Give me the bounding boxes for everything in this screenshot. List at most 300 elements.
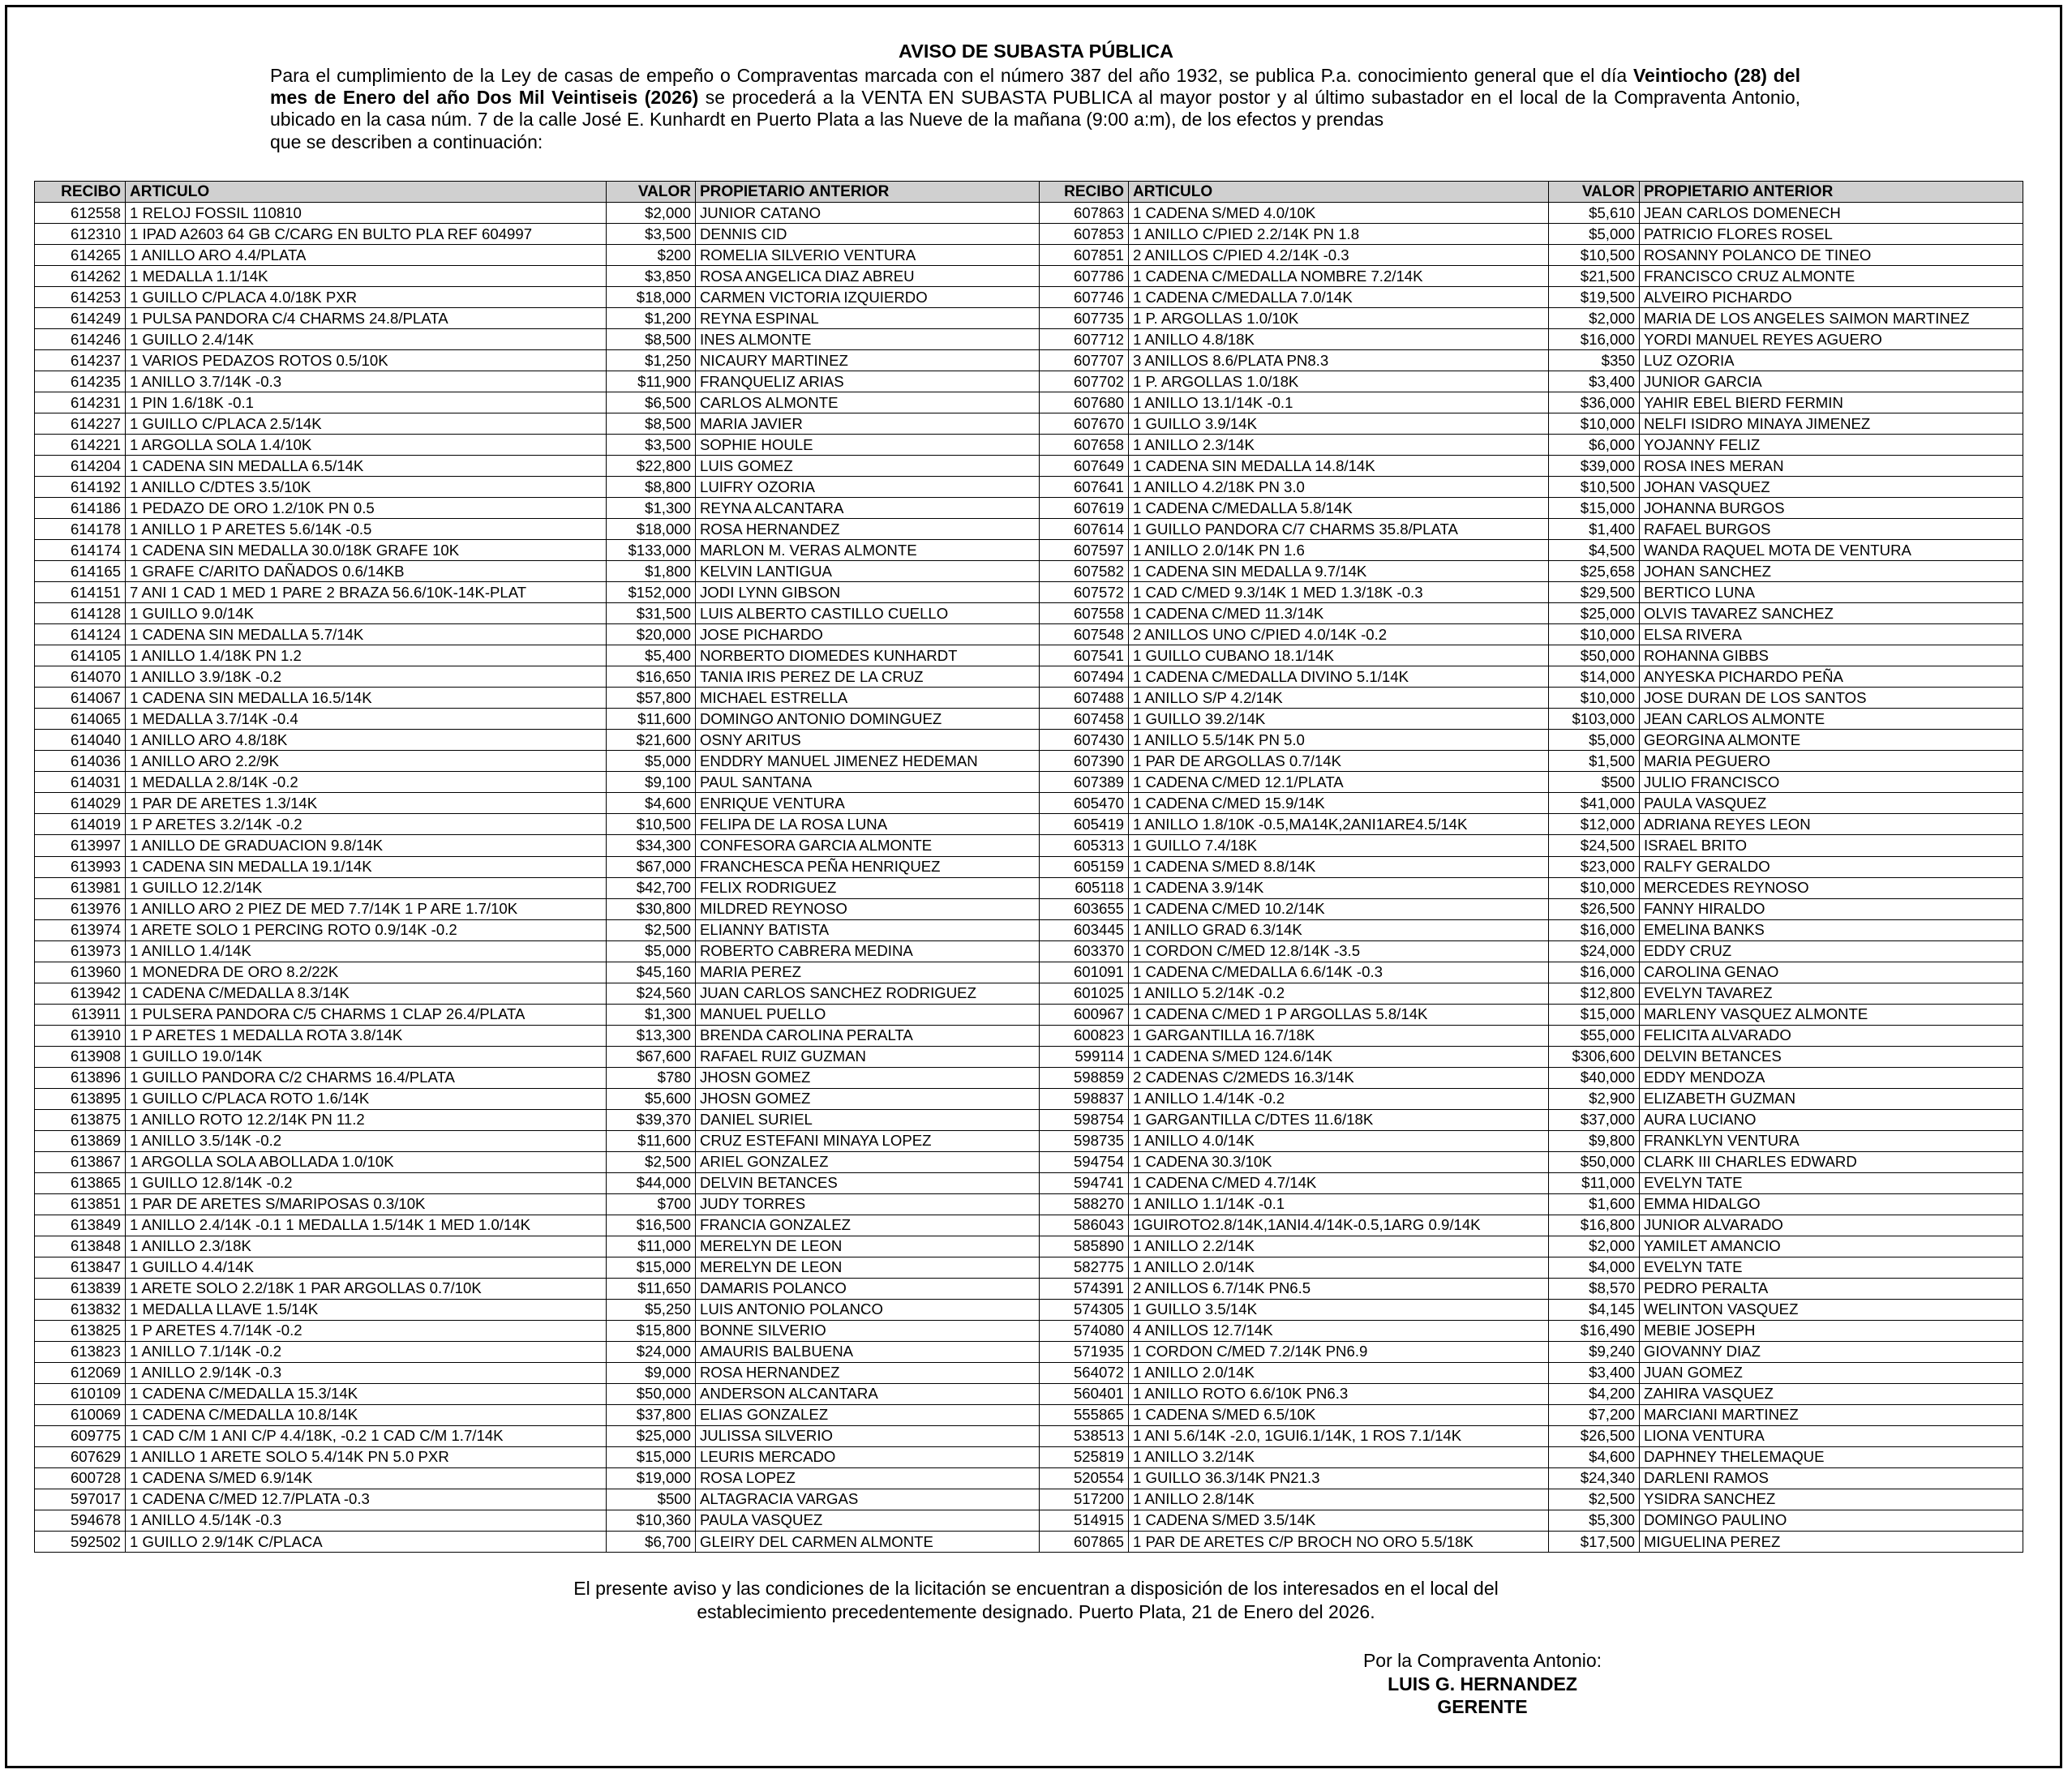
recibo-cell: 613865 [35, 1172, 126, 1193]
recibo-cell: 517200 [1040, 1489, 1129, 1510]
propietario-cell: EVELYN TATE [1640, 1257, 2023, 1278]
propietario-cell: CARLOS ALMONTE [696, 392, 1040, 413]
table-row [35, 582, 2023, 603]
header-propietario: PROPIETARIO ANTERIOR [696, 182, 1040, 203]
header-valor: VALOR [1549, 182, 1640, 203]
valor-cell: $24,000 [607, 1341, 696, 1362]
valor-cell: $350 [1549, 350, 1640, 371]
articulo-cell: 1 CORDON C/MED 12.8/14K -3.5 [1129, 940, 1549, 962]
valor-cell: $6,700 [607, 1532, 696, 1553]
articulo-cell: 1 ANILLO 7.1/14K -0.2 [126, 1341, 607, 1362]
articulo-cell: 1 ANILLO 4.0/14K [1129, 1130, 1549, 1151]
articulo-cell: 1 GUILLO 12.8/14K -0.2 [126, 1172, 607, 1193]
valor-cell: $20,000 [607, 624, 696, 645]
propietario-cell: PATRICIO FLORES ROSEL [1640, 224, 2023, 245]
valor-cell: $3,400 [1549, 1362, 1640, 1383]
valor-cell: $55,000 [1549, 1025, 1640, 1046]
intro-text-2: se procederá a la VENTA EN SUBASTA PUBLICA al mayor postor y al último subastador en el local de la Compraventa Antonio, ubicado en la casa núm. 7 de la calle José E. Kunhardt en Puerto Plata a las Nueve de la mañana (9:00 a:m), de los efectos y prendas [270, 87, 1801, 131]
articulo-cell: 1 CADENA SIN MEDALLA 30.0/18K GRAFE 10K [126, 540, 607, 561]
recibo-cell: 594741 [1040, 1172, 1129, 1193]
propietario-cell: MICHAEL ESTRELLA [696, 688, 1040, 709]
articulo-cell: 1 CADENA C/MED 1 P ARGOLLAS 5.8/14K [1129, 1004, 1549, 1025]
recibo-cell: 607649 [1040, 456, 1129, 477]
propietario-cell: DAMARIS POLANCO [696, 1278, 1040, 1299]
articulo-cell: 1 MEDALLA LLAVE 1.5/14K [126, 1299, 607, 1320]
articulo-cell: 1 ANILLO 13.1/14K -0.1 [1129, 392, 1549, 413]
valor-cell: $10,000 [1549, 688, 1640, 709]
propietario-cell: JUNIOR ALVARADO [1640, 1215, 2023, 1236]
propietario-cell: ENDDRY MANUEL JIMENEZ HEDEMAN [696, 751, 1040, 772]
table-row [35, 1025, 2023, 1046]
propietario-cell: ENRIQUE VENTURA [696, 793, 1040, 814]
valor-cell: $11,000 [607, 1236, 696, 1257]
table-row [35, 940, 2023, 962]
table-row [35, 224, 2023, 245]
recibo-cell: 614174 [35, 540, 126, 561]
valor-cell: $2,500 [1549, 1489, 1640, 1510]
page-title: AVISO DE SUBASTA PÚBLICA [898, 41, 1174, 62]
articulo-cell: 1 GUILLO C/PLACA ROTO 1.6/14K [126, 1088, 607, 1109]
propietario-cell: MIGUELINA PEREZ [1640, 1532, 2023, 1553]
recibo-cell: 560401 [1040, 1383, 1129, 1404]
valor-cell: $37,000 [1549, 1109, 1640, 1130]
articulo-cell: 1 P. ARGOLLAS 1.0/10K [1129, 308, 1549, 329]
valor-cell: $2,000 [1549, 1236, 1640, 1257]
valor-cell: $5,300 [1549, 1510, 1640, 1531]
recibo-cell: 614249 [35, 308, 126, 329]
recibo-cell: 605118 [1040, 877, 1129, 898]
table-row [35, 1172, 2023, 1193]
table-row [35, 1341, 2023, 1362]
recibo-cell: 607863 [1040, 203, 1129, 224]
table-row [35, 498, 2023, 519]
articulo-cell: 1 ANILLO 3.2/14K [1129, 1446, 1549, 1467]
articulo-cell: 1 ANILLO ROTO 6.6/10K PN6.3 [1129, 1383, 1549, 1404]
recibo-cell: 614105 [35, 645, 126, 666]
articulo-cell: 1 CADENA C/MEDALLA 5.8/14K [1129, 498, 1549, 519]
valor-cell: $4,600 [607, 793, 696, 814]
propietario-cell: REYNA ALCANTARA [696, 498, 1040, 519]
table-row [35, 645, 2023, 666]
propietario-cell: TANIA IRIS PEREZ DE LA CRUZ [696, 666, 1040, 688]
recibo-cell: 614178 [35, 519, 126, 540]
recibo-cell: 594754 [1040, 1151, 1129, 1172]
articulo-cell: 1 ANILLO 3.9/18K -0.2 [126, 666, 607, 688]
recibo-cell: 607389 [1040, 772, 1129, 793]
articulo-cell: 1 VARIOS PEDAZOS ROTOS 0.5/10K [126, 350, 607, 371]
propietario-cell: ROSA INES MERAN [1640, 456, 2023, 477]
articulo-cell: 1 ANILLO ARO 4.8/18K [126, 730, 607, 751]
table-row [35, 983, 2023, 1004]
articulo-cell: 1 ARGOLLA SOLA ABOLLADA 1.0/10K [126, 1151, 607, 1172]
propietario-cell: JODI LYNN GIBSON [696, 582, 1040, 603]
propietario-cell: FRANCIA GONZALEZ [696, 1215, 1040, 1236]
table-row [35, 1130, 2023, 1151]
valor-cell: $50,000 [607, 1383, 696, 1404]
valor-cell: $18,000 [607, 519, 696, 540]
valor-cell: $16,500 [607, 1215, 696, 1236]
valor-cell: $1,600 [1549, 1193, 1640, 1215]
valor-cell: $5,000 [1549, 730, 1640, 751]
articulo-cell: 1 CADENA C/MEDALLA NOMBRE 7.2/14K [1129, 266, 1549, 287]
valor-cell: $11,000 [1549, 1172, 1640, 1193]
articulo-cell: 1 IPAD A2603 64 GB C/CARG EN BULTO PLA REF 604997 [126, 224, 607, 245]
signature-name: LUIS G. HERNANDEZ [1388, 1673, 1577, 1694]
propietario-cell: CONFESORA GARCIA ALMONTE [696, 835, 1040, 856]
articulo-cell: 1 CADENA SIN MEDALLA 16.5/14K [126, 688, 607, 709]
valor-cell: $500 [1549, 772, 1640, 793]
articulo-cell: 1 MEDALLA 3.7/14K -0.4 [126, 709, 607, 730]
propietario-cell: PAUL SANTANA [696, 772, 1040, 793]
valor-cell: $21,600 [607, 730, 696, 751]
valor-cell: $8,570 [1549, 1278, 1640, 1299]
articulo-cell: 1 P ARETES 3.2/14K -0.2 [126, 814, 607, 835]
articulo-cell: 1 PAR DE ARETES 1.3/14K [126, 793, 607, 814]
propietario-cell: LIONA VENTURA [1640, 1425, 2023, 1446]
articulo-cell: 1 PAR DE ARETES C/P BROCH NO ORO 5.5/18K [1129, 1532, 1549, 1553]
propietario-cell: EVELYN TATE [1640, 1172, 2023, 1193]
table-row [35, 245, 2023, 266]
table-row [35, 1236, 2023, 1257]
recibo-cell: 600823 [1040, 1025, 1129, 1046]
valor-cell: $5,600 [607, 1088, 696, 1109]
propietario-cell: LEURIS MERCADO [696, 1446, 1040, 1467]
propietario-cell: AURA LUCIANO [1640, 1109, 2023, 1130]
propietario-cell: BONNE SILVERIO [696, 1320, 1040, 1341]
articulo-cell: 1 CADENA S/MED 4.0/10K [1129, 203, 1549, 224]
articulo-cell: 1 ANILLO DE GRADUACION 9.8/14K [126, 835, 607, 856]
recibo-cell: 614065 [35, 709, 126, 730]
articulo-cell: 1 GUILLO 4.4/14K [126, 1257, 607, 1278]
valor-cell: $3,850 [607, 266, 696, 287]
propietario-cell: LUIS ALBERTO CASTILLO CUELLO [696, 603, 1040, 624]
valor-cell: $40,000 [1549, 1067, 1640, 1088]
articulo-cell: 1 GUILLO C/PLACA 2.5/14K [126, 413, 607, 435]
valor-cell: $9,000 [607, 1362, 696, 1383]
articulo-cell: 1 ANILLO 4.5/14K -0.3 [126, 1510, 607, 1531]
propietario-cell: ANYESKA PICHARDO PEÑA [1640, 666, 2023, 688]
articulo-cell: 1 MEDALLA 1.1/14K [126, 266, 607, 287]
propietario-cell: ARIEL GONZALEZ [696, 1151, 1040, 1172]
propietario-cell: NICAURY MARTINEZ [696, 350, 1040, 371]
recibo-cell: 600728 [35, 1467, 126, 1489]
recibo-cell: 607582 [1040, 561, 1129, 582]
signature-role: GERENTE [1437, 1696, 1528, 1717]
propietario-cell: RALFY GERALDO [1640, 856, 2023, 877]
propietario-cell: GIOVANNY DIAZ [1640, 1341, 2023, 1362]
intro-paragraph [270, 65, 1800, 153]
recibo-cell: 607680 [1040, 392, 1129, 413]
recibo-cell: 613910 [35, 1025, 126, 1046]
recibo-cell: 614253 [35, 287, 126, 308]
articulo-cell: 1 PULSERA PANDORA C/5 CHARMS 1 CLAP 26.4/PLATA [126, 1004, 607, 1025]
valor-cell: $10,500 [1549, 477, 1640, 498]
table-row [35, 730, 2023, 751]
recibo-cell: 613867 [35, 1151, 126, 1172]
recibo-cell: 592502 [35, 1532, 126, 1553]
valor-cell: $19,000 [607, 1467, 696, 1489]
recibo-cell: 538513 [1040, 1425, 1129, 1446]
propietario-cell: MARIA JAVIER [696, 413, 1040, 435]
articulo-cell: 1 GARGANTILLA C/DTES 11.6/18K [1129, 1109, 1549, 1130]
recibo-cell: 613993 [35, 856, 126, 877]
table-row [35, 1299, 2023, 1320]
recibo-cell: 607494 [1040, 666, 1129, 688]
recibo-cell: 607572 [1040, 582, 1129, 603]
propietario-cell: PAULA VASQUEZ [696, 1510, 1040, 1531]
propietario-cell: ROSA ANGELICA DIAZ ABREU [696, 266, 1040, 287]
recibo-cell: 614151 [35, 582, 126, 603]
propietario-cell: YOJANNY FELIZ [1640, 435, 2023, 456]
recibo-cell: 598735 [1040, 1130, 1129, 1151]
propietario-cell: EMMA HIDALGO [1640, 1193, 2023, 1215]
valor-cell: $29,500 [1549, 582, 1640, 603]
propietario-cell: YAHIR EBEL BIERD FERMIN [1640, 392, 2023, 413]
recibo-cell: 607488 [1040, 688, 1129, 709]
articulo-cell: 1 PULSA PANDORA C/4 CHARMS 24.8/PLATA [126, 308, 607, 329]
recibo-cell: 613847 [35, 1257, 126, 1278]
table-row [35, 793, 2023, 814]
recibo-cell: 614221 [35, 435, 126, 456]
propietario-cell: ADRIANA REYES LEON [1640, 814, 2023, 835]
valor-cell: $67,000 [607, 856, 696, 877]
articulo-cell: 1 GUILLO PANDORA C/7 CHARMS 35.8/PLATA [1129, 519, 1549, 540]
propietario-cell: ROSANNY POLANCO DE TINEO [1640, 245, 2023, 266]
recibo-cell: 613848 [35, 1236, 126, 1257]
table-row [35, 519, 2023, 540]
valor-cell: $2,500 [607, 1151, 696, 1172]
table-row [35, 1532, 2023, 1553]
recibo-cell: 610069 [35, 1404, 126, 1425]
header-articulo: ARTICULO [1129, 182, 1549, 203]
table-row [35, 856, 2023, 877]
articulo-cell: 1 ANILLO 1.4/14K [126, 940, 607, 962]
recibo-cell: 612069 [35, 1362, 126, 1383]
valor-cell: $6,000 [1549, 435, 1640, 456]
recibo-cell: 525819 [1040, 1446, 1129, 1467]
valor-cell: $7,200 [1549, 1404, 1640, 1425]
recibo-cell: 574080 [1040, 1320, 1129, 1341]
articulo-cell: 1 CAD C/MED 9.3/14K 1 MED 1.3/18K -0.3 [1129, 582, 1549, 603]
propietario-cell: MARIA PEGUERO [1640, 751, 2023, 772]
valor-cell: $15,800 [607, 1320, 696, 1341]
recibo-cell: 613960 [35, 962, 126, 983]
valor-cell: $9,240 [1549, 1341, 1640, 1362]
propietario-cell: FELIPA DE LA ROSA LUNA [696, 814, 1040, 835]
propietario-cell: KELVIN LANTIGUA [696, 561, 1040, 582]
recibo-cell: 607658 [1040, 435, 1129, 456]
valor-cell: $1,200 [607, 308, 696, 329]
propietario-cell: YORDI MANUEL REYES AGUERO [1640, 329, 2023, 350]
valor-cell: $10,000 [1549, 624, 1640, 645]
table-row [35, 962, 2023, 983]
propietario-cell: LUIFRY OZORIA [696, 477, 1040, 498]
recibo-cell: 555865 [1040, 1404, 1129, 1425]
propietario-cell: MILDRED REYNOSO [696, 898, 1040, 919]
valor-cell: $30,800 [607, 898, 696, 919]
articulo-cell: 1 CAD C/M 1 ANI C/P 4.4/18K, -0.2 1 CAD C/M 1.7/14K [126, 1425, 607, 1446]
propietario-cell: EMELINA BANKS [1640, 919, 2023, 940]
valor-cell: $11,900 [607, 371, 696, 392]
articulo-cell: 1 RELOJ FOSSIL 110810 [126, 203, 607, 224]
valor-cell: $39,370 [607, 1109, 696, 1130]
valor-cell: $16,490 [1549, 1320, 1640, 1341]
valor-cell: $3,500 [607, 224, 696, 245]
table-row [35, 392, 2023, 413]
recibo-cell: 585890 [1040, 1236, 1129, 1257]
articulo-cell: 1 P ARETES 1 MEDALLA ROTA 3.8/14K [126, 1025, 607, 1046]
articulo-cell: 1 PAR DE ARETES S/MARIPOSAS 0.3/10K [126, 1193, 607, 1215]
propietario-cell: JEAN CARLOS ALMONTE [1640, 709, 2023, 730]
valor-cell: $31,500 [607, 603, 696, 624]
recibo-cell: 614029 [35, 793, 126, 814]
table-row [35, 561, 2023, 582]
valor-cell: $11,600 [607, 709, 696, 730]
articulo-cell: 1 CADENA S/MED 6.5/10K [1129, 1404, 1549, 1425]
articulo-cell: 1 CADENA SIN MEDALLA 19.1/14K [126, 856, 607, 877]
articulo-cell: 1 CADENA C/MED 10.2/14K [1129, 898, 1549, 919]
recibo-cell: 607548 [1040, 624, 1129, 645]
valor-cell: $10,500 [1549, 245, 1640, 266]
propietario-cell: DOMINGO ANTONIO DOMINGUEZ [696, 709, 1040, 730]
recibo-cell: 605470 [1040, 793, 1129, 814]
recibo-cell: 614262 [35, 266, 126, 287]
recibo-cell: 607853 [1040, 224, 1129, 245]
table-row [35, 666, 2023, 688]
propietario-cell: ANDERSON ALCANTARA [696, 1383, 1040, 1404]
propietario-cell: MARIA PEREZ [696, 962, 1040, 983]
table-row [35, 1109, 2023, 1130]
propietario-cell: BRENDA CAROLINA PERALTA [696, 1025, 1040, 1046]
articulo-cell: 1 ARGOLLA SOLA 1.4/10K [126, 435, 607, 456]
propietario-cell: ELIAS GONZALEZ [696, 1404, 1040, 1425]
propietario-cell: JOHANNA BURGOS [1640, 498, 2023, 519]
recibo-cell: 614237 [35, 350, 126, 371]
propietario-cell: MARLON M. VERAS ALMONTE [696, 540, 1040, 561]
articulo-cell: 1 ANILLO C/DTES 3.5/10K [126, 477, 607, 498]
articulo-cell: 1 ANI 5.6/14K -2.0, 1GUI6.1/14K, 1 ROS 7.1/14K [1129, 1425, 1549, 1446]
propietario-cell: EDDY CRUZ [1640, 940, 2023, 962]
propietario-cell: FRANQUELIZ ARIAS [696, 371, 1040, 392]
articulo-cell: 1 ANILLO 5.5/14K PN 5.0 [1129, 730, 1549, 751]
valor-cell: $13,300 [607, 1025, 696, 1046]
valor-cell: $4,200 [1549, 1383, 1640, 1404]
table-row [35, 1046, 2023, 1067]
articulo-cell: 1 ANILLO ARO 2 PIEZ DE MED 7.7/14K 1 P ARE 1.7/10K [126, 898, 607, 919]
propietario-cell: BERTICO LUNA [1640, 582, 2023, 603]
recibo-cell: 613875 [35, 1109, 126, 1130]
recibo-cell: 607707 [1040, 350, 1129, 371]
auction-items-table [34, 181, 2023, 1553]
valor-cell: $11,600 [607, 1130, 696, 1151]
valor-cell: $10,000 [1549, 877, 1640, 898]
articulo-cell: 1 CADENA SIN MEDALLA 6.5/14K [126, 456, 607, 477]
valor-cell: $1,400 [1549, 519, 1640, 540]
propietario-cell: MARIA DE LOS ANGELES SAIMON MARTINEZ [1640, 308, 2023, 329]
valor-cell: $16,800 [1549, 1215, 1640, 1236]
valor-cell: $5,000 [607, 940, 696, 962]
propietario-cell: ELIZABETH GUZMAN [1640, 1088, 2023, 1109]
valor-cell: $24,560 [607, 983, 696, 1004]
articulo-cell: 1 ANILLO 1.4/14K -0.2 [1129, 1088, 1549, 1109]
propietario-cell: NELFI ISIDRO MINAYA JIMENEZ [1640, 413, 2023, 435]
valor-cell: $780 [607, 1067, 696, 1088]
propietario-cell: JUNIOR GARCIA [1640, 371, 2023, 392]
valor-cell: $36,000 [1549, 392, 1640, 413]
valor-cell: $9,800 [1549, 1130, 1640, 1151]
recibo-cell: 607735 [1040, 308, 1129, 329]
propietario-cell: AMAURIS BALBUENA [696, 1341, 1040, 1362]
articulo-cell: 2 ANILLOS UNO C/PIED 4.0/14K -0.2 [1129, 624, 1549, 645]
header-articulo: ARTICULO [126, 182, 607, 203]
valor-cell: $103,000 [1549, 709, 1640, 730]
propietario-cell: RAFAEL BURGOS [1640, 519, 2023, 540]
articulo-cell: 1 MONEDRA DE ORO 8.2/22K [126, 962, 607, 983]
propietario-cell: FRANKLYN VENTURA [1640, 1130, 2023, 1151]
propietario-cell: DAPHNEY THELEMAQUE [1640, 1446, 2023, 1467]
table-row [35, 1383, 2023, 1404]
propietario-cell: DELVIN BETANCES [1640, 1046, 2023, 1067]
recibo-cell: 613896 [35, 1067, 126, 1088]
propietario-cell: DANIEL SURIEL [696, 1109, 1040, 1130]
valor-cell: $24,000 [1549, 940, 1640, 962]
table-row [35, 1151, 2023, 1172]
table-row [35, 350, 2023, 371]
articulo-cell: 1 ARETE SOLO 1 PERCING ROTO 0.9/14K -0.2 [126, 919, 607, 940]
valor-cell: $50,000 [1549, 1151, 1640, 1172]
propietario-cell: PAULA VASQUEZ [1640, 793, 2023, 814]
table-row [35, 266, 2023, 287]
valor-cell: $25,000 [607, 1425, 696, 1446]
footer-line-2: establecimiento precedentemente designado. Puerto Plata, 21 de Enero del 2026. [697, 1600, 1375, 1622]
articulo-cell: 1 CADENA 3.9/14K [1129, 877, 1549, 898]
valor-cell: $57,800 [607, 688, 696, 709]
articulo-cell: 1 ANILLO 1.8/10K -0.5,MA14K,2ANI1ARE4.5/14K [1129, 814, 1549, 835]
articulo-cell: 1 P. ARGOLLAS 1.0/18K [1129, 371, 1549, 392]
valor-cell: $2,000 [1549, 308, 1640, 329]
articulo-cell: 1 ANILLO C/PIED 2.2/14K PN 1.8 [1129, 224, 1549, 245]
recibo-cell: 614036 [35, 751, 126, 772]
articulo-cell: 1 CADENA C/MEDALLA DIVINO 5.1/14K [1129, 666, 1549, 688]
recibo-cell: 614246 [35, 329, 126, 350]
valor-cell: $700 [607, 1193, 696, 1215]
articulo-cell: 1 GARGANTILLA 16.7/18K [1129, 1025, 1549, 1046]
articulo-cell: 1 ANILLO 2.3/18K [126, 1236, 607, 1257]
articulo-cell: 1 CADENA C/MEDALLA 8.3/14K [126, 983, 607, 1004]
table-row [35, 308, 2023, 329]
propietario-cell: OSNY ARITUS [696, 730, 1040, 751]
articulo-cell: 1 ANILLO 2.8/14K [1129, 1489, 1549, 1510]
recibo-cell: 613973 [35, 940, 126, 962]
articulo-cell: 1 CADENA C/MED 15.9/14K [1129, 793, 1549, 814]
propietario-cell: YAMILET AMANCIO [1640, 1236, 2023, 1257]
articulo-cell: 1 ANILLO 1 P ARETES 5.6/14K -0.5 [126, 519, 607, 540]
propietario-cell: DOMINGO PAULINO [1640, 1510, 2023, 1531]
table-row [35, 751, 2023, 772]
valor-cell: $15,000 [607, 1446, 696, 1467]
valor-cell: $42,700 [607, 877, 696, 898]
articulo-cell: 4 ANILLOS 12.7/14K [1129, 1320, 1549, 1341]
valor-cell: $17,500 [1549, 1532, 1640, 1553]
table-row [35, 287, 2023, 308]
table-row [35, 540, 2023, 561]
valor-cell: $8,800 [607, 477, 696, 498]
articulo-cell: 1 ARETE SOLO 2.2/18K 1 PAR ARGOLLAS 0.7/10K [126, 1278, 607, 1299]
table-row [35, 1362, 2023, 1383]
articulo-cell: 1 GUILLO 7.4/18K [1129, 835, 1549, 856]
articulo-cell: 1 CADENA SIN MEDALLA 5.7/14K [126, 624, 607, 645]
recibo-cell: 582775 [1040, 1257, 1129, 1278]
